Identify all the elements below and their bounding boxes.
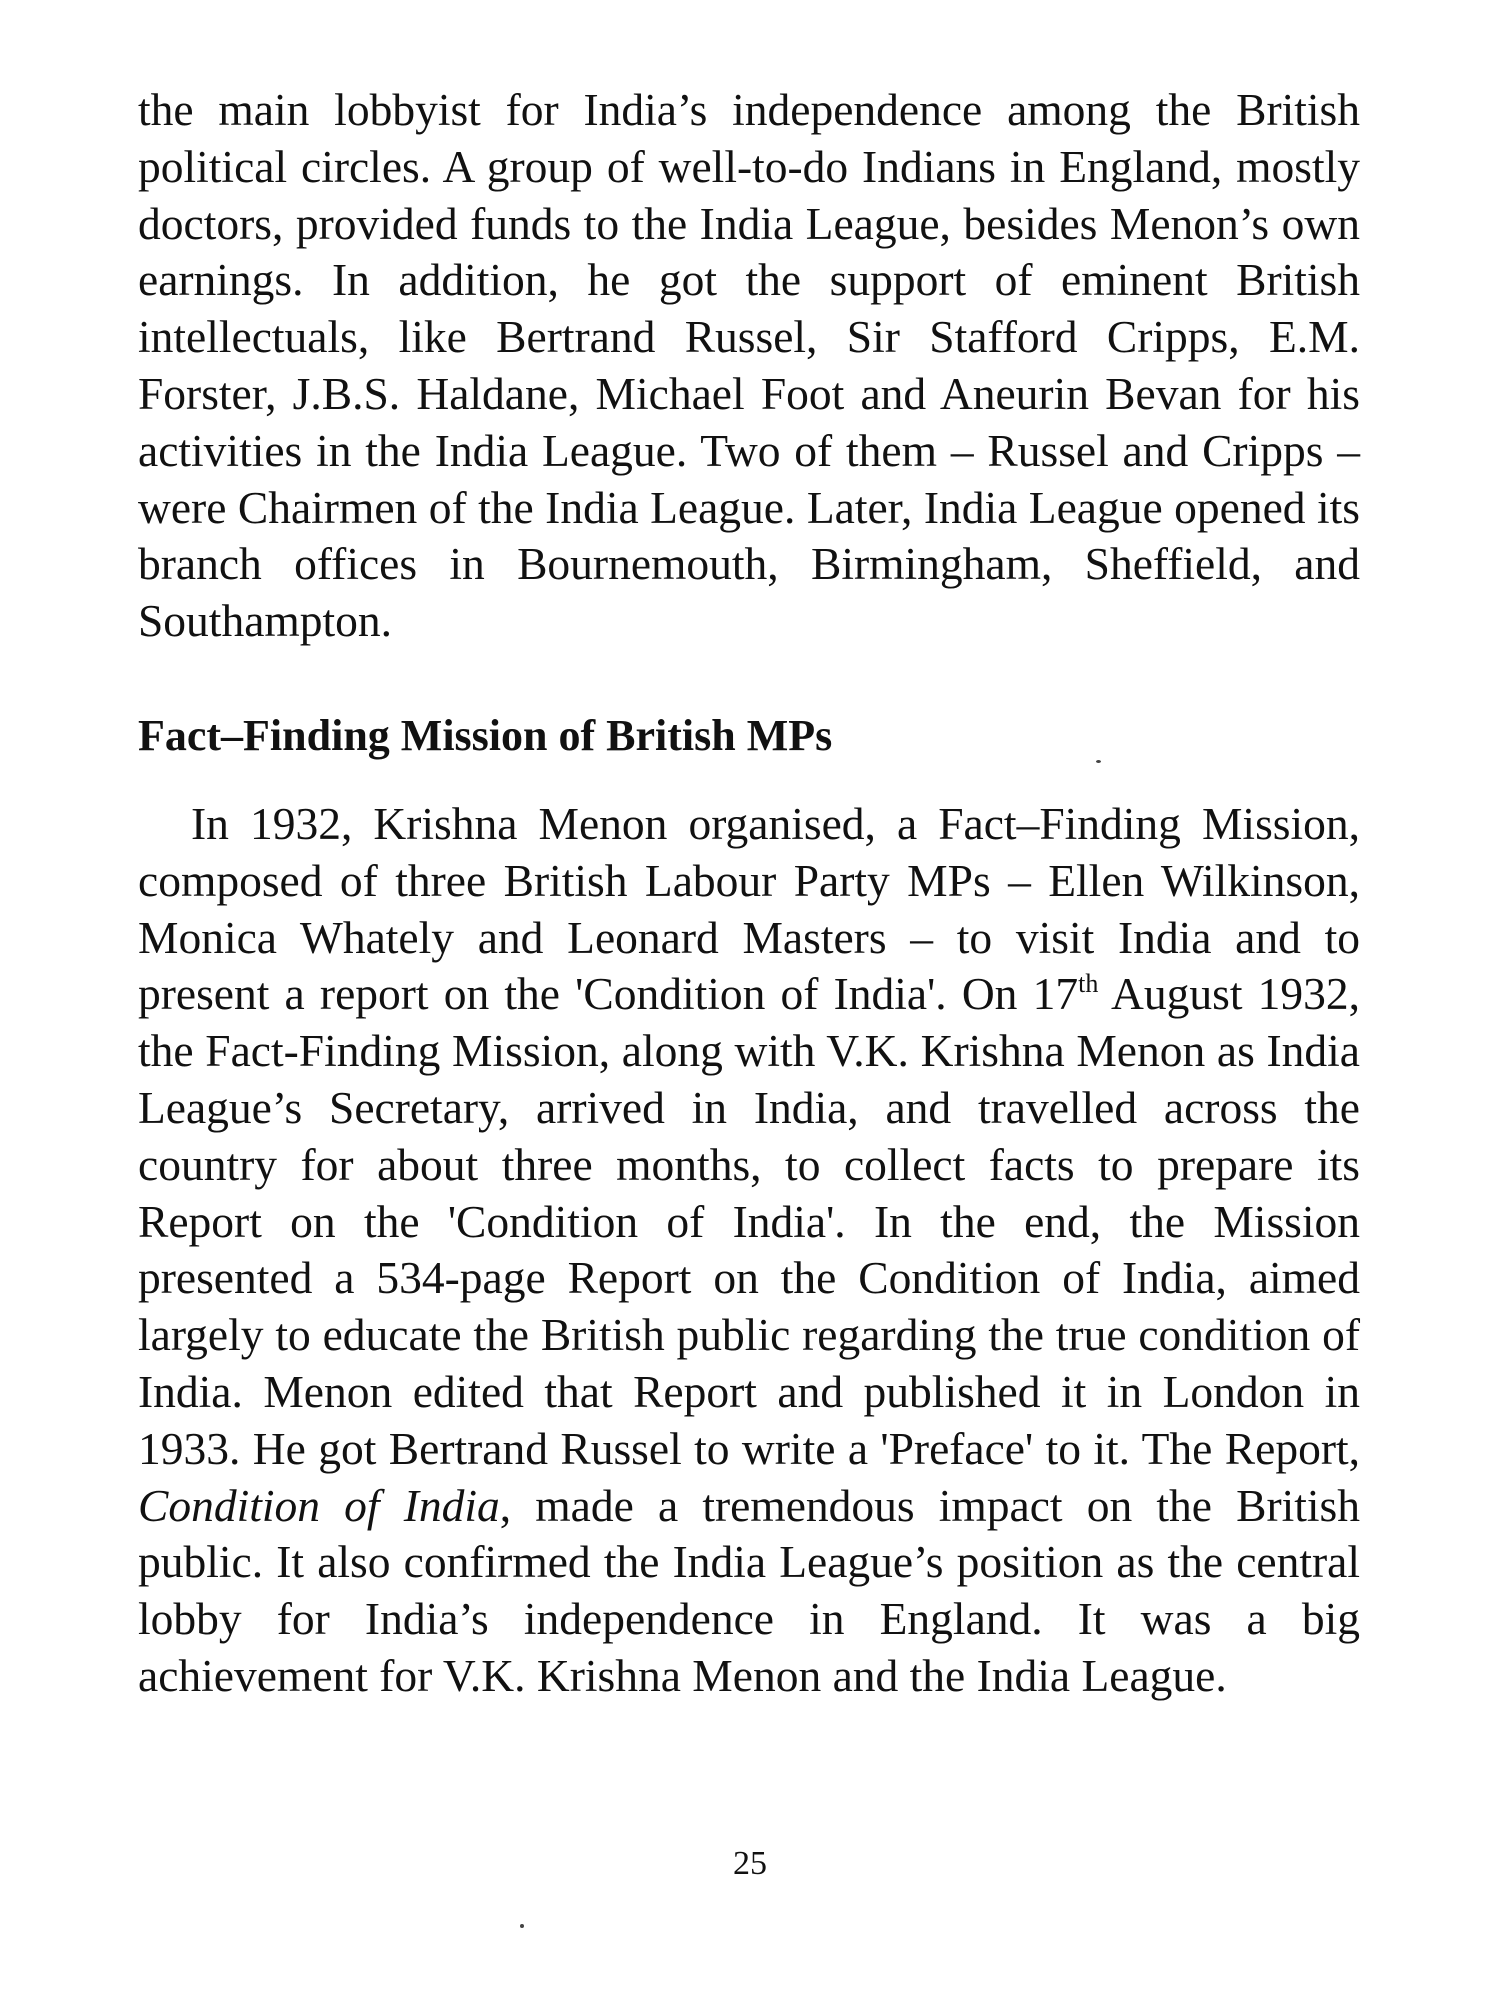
paragraph-text-part-1: In 1932, Krishna Menon organised, a Fact–Finding Mission, composed of three British Labour Party MPs – Ellen Wilkinson, Monica Whately and Leonard Masters – to visit India and to present a report on the 'Condition of India'. On 17	[138, 798, 1360, 1020]
report-title-italic: Condition of India	[138, 1479, 500, 1531]
paragraph-text-part-2: August 1932, the Fact-Finding Mission, along with V.K. Krishna Menon as India League’s Secretary, arrived in India, and travelled across the country for about three months, to collect facts to prepare its Report on the 'Condition of India'. In the end, the Mission presented a 534-page Report on the Condition of India, aimed largely to educate the British public regarding the true condition of India. Menon edited that Report and published it in London in 1933. He got Bertrand Russel to write a 'Preface' to it. The Report,	[138, 968, 1360, 1474]
scan-speck	[1096, 760, 1101, 763]
paragraph-text-part-3: , made a tremendous impact on the British public. It also confirmed the India League’s position as the central lobby for India’s independence in England. It was a big achievement for V.K. Krishna Menon and the India League.	[138, 1479, 1360, 1701]
ordinal-superscript: th	[1078, 969, 1099, 999]
paragraph-fact-finding-mission	[138, 796, 1360, 1705]
section-heading: Fact–Finding Mission of British MPs	[138, 711, 833, 760]
scan-speck	[520, 1924, 524, 1928]
paragraph-india-league-support: the main lobbyist for India’s independence among the British political circles. A group of well-to-do Indians in England, mostly doctors, provided funds to the India League, besides Menon’s own earnings. In addition, he got the support of eminent British intellectuals, like Bertrand Russel, Sir Stafford Cripps, E.M. Forster, J.B.S. Haldane, Michael Foot and Aneurin Bevan for his activities in the India League. Two of them – Russel and Cripps – were Chairmen of the India League. Later, India League opened its branch offices in Bournemouth, Birmingham, Sheffield, and Southampton.	[138, 84, 1360, 647]
page-number: 25	[733, 1845, 767, 1882]
